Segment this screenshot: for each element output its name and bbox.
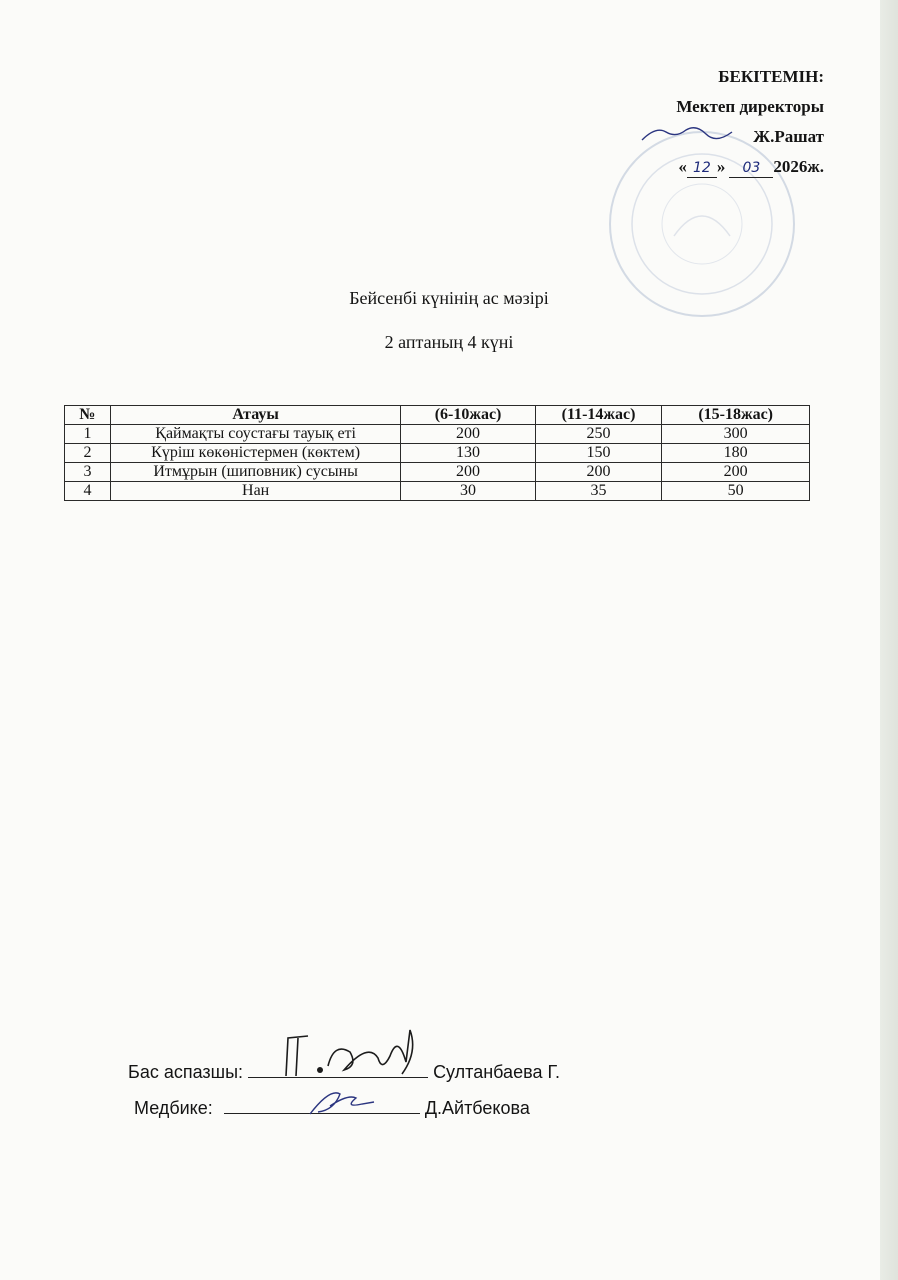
portion-11-14: 35 [535,482,662,501]
dish-name: Нан [110,482,400,501]
chef-label: Бас аспазшы: [128,1062,244,1082]
portion-11-14: 200 [535,463,662,482]
date-month: 03 [729,159,773,178]
portion-6-10: 200 [401,463,535,482]
chef-signature [278,1022,428,1082]
director-position: Мектеп директоры [676,97,824,116]
approval-date [676,152,824,182]
portion-15-18: 50 [662,482,810,501]
header-age-11-14: (11-14жас) [535,406,662,425]
date-open-quote: « [678,157,687,176]
nurse-name: Д.Айтбекова [424,1098,530,1118]
approval-heading: БЕКІТЕМІН: [718,67,824,86]
chef-name: Султанбаева Г. [433,1062,561,1082]
header-age-15-18: (15-18жас) [662,406,810,425]
portion-6-10: 200 [401,425,535,444]
director-signature [636,118,746,148]
dish-name: Итмұрын (шиповник) сусыны [110,463,400,482]
menu-title: Бейсенбі күнінің ас мәзірі [349,288,549,308]
nurse-signature [300,1084,380,1120]
header-name: Атауы [110,406,400,425]
dish-name: Күріш көкөністермен (көктем) [110,444,400,463]
date-close-quote: » [716,157,726,176]
page-edge [880,0,898,1280]
table-row [65,425,810,444]
menu-subtitle: 2 аптаның 4 күні [384,332,514,352]
portion-15-18: 300 [662,425,810,444]
table-header-row [65,406,810,425]
portion-15-18: 200 [662,463,810,482]
portion-6-10: 30 [401,482,535,501]
nurse-label: Медбике: [134,1098,213,1118]
portion-15-18: 180 [662,444,810,463]
table-row [65,482,810,501]
header-number: № [65,406,111,425]
row-number: 3 [65,463,111,482]
dish-name: Қаймақты соустағы тауық еті [110,425,400,444]
header-age-6-10: (6-10жас) [401,406,535,425]
portion-11-14: 250 [535,425,662,444]
date-day: 12 [687,159,717,178]
menu-table [64,405,810,501]
table-row [65,444,810,463]
row-number: 1 [65,425,111,444]
portion-11-14: 150 [535,444,662,463]
portion-6-10: 130 [401,444,535,463]
table-row [65,463,810,482]
row-number: 4 [65,482,111,501]
date-year: 2026ж. [773,157,824,176]
row-number: 2 [65,444,111,463]
director-name: Ж.Рашат [753,127,824,146]
